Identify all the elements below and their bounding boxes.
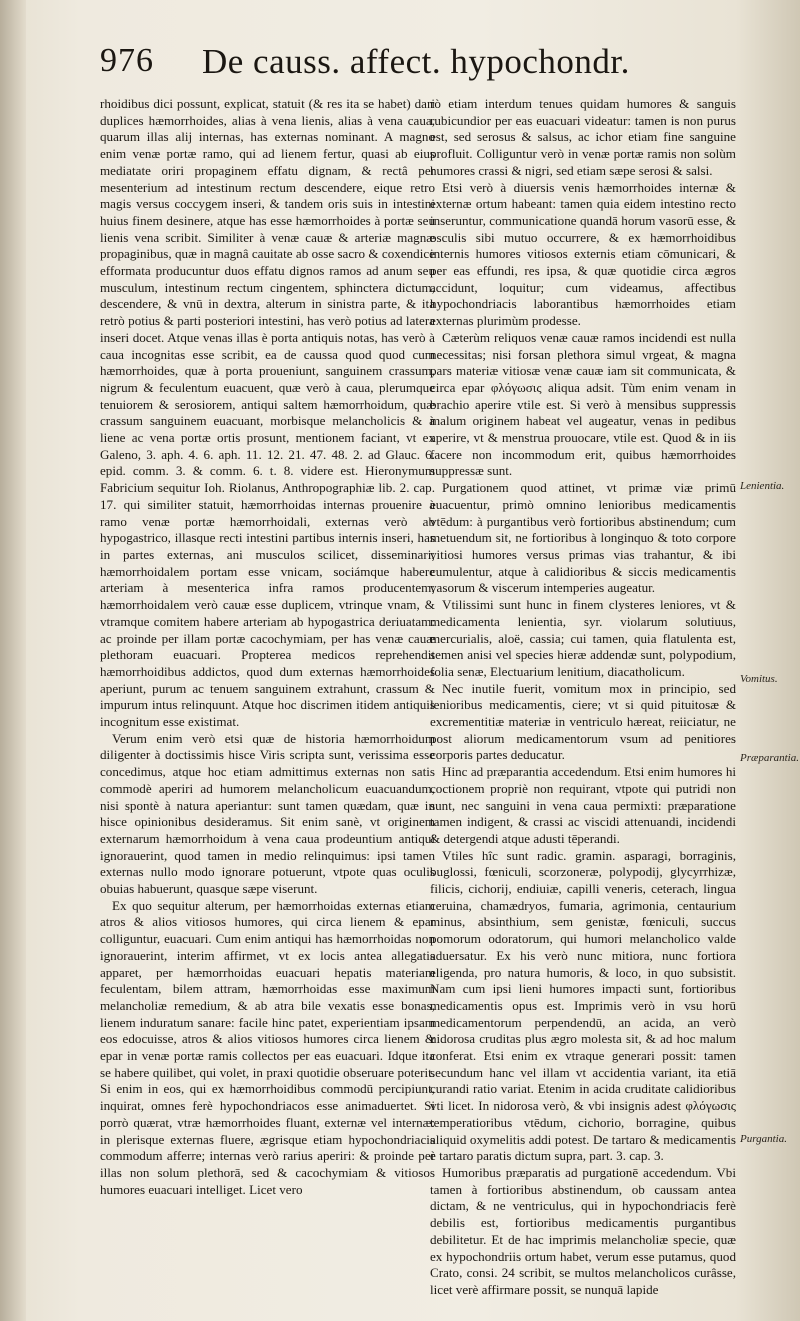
page-gutter-shadow [0, 0, 26, 1321]
right-paragraph-1: rò etiam interdum tenues quidam humores & sanguis rubicundior per eas euacuari videatur: tamen is non purus est, sed serosus & salsus, ac ichor etiam fine sanguine profluit. Colliguntur verò in venæ portæ ramis non solùm humores crassi & nigri, sed etiam sæpe serosi & salsi. [430, 96, 736, 178]
left-paragraph-2: Verum enim verò etsi quæ de historia hæmorrhoidum diligenter à doctissimis hisce Viris scripta sunt, verissima esse concedimus, atque hoc etiam admittimus externas non satis commodè aperiri ad humorem melancholicum euacuandum, nisi spontè à natura aperiantur: sunt tamen quædam, quæ in hisce opinionibus desideramus. Sit enim sanè, vt originem externarum hæmorrhoidum à vena caua prodeuntium antiqui ignorauerint, quod tamen in medio relinquimus: ipsi tamen externas nullo modo ignorare potuerunt, vtpote quas oculis obuias habuerunt, quasque sæpe viserunt. [100, 730, 435, 897]
left-text-column [100, 96, 435, 1311]
page-header [100, 42, 740, 86]
right-paragraph-4: Purgationem quod attinet, vt primæ viæ primū euacuentur, primò omnino lenioribus medicamentis vtēdum: à purgantibus verò fortioribus abstinendum; cum metuendum sit, ne fortioribus à longinquo & toto corpore vitiosi humores versus primas vias trahantur, & ibi cumulentur, atque à calidioribus & siccis medicamentis vasorum & viscerum intemperies augeatur. [430, 480, 736, 596]
left-paragraph-3: Ex quo sequitur alterum, per hæmorrhoidas externas etiam atros & alios vitiosos humores, qui circa lienem & epar colliguntur, euacuari. Cum enim antiqui has hæmorrhoidas non ignorauerint, interim affirmet, vt ex locis antea allegatis apparet, per hæmorrhoidas euacuari hepatis materiam feculentam, bilem attram, hæmorrhoidas esse maximum melancholiæ remedium, & ab atra bile vexatis esse bonas, lienem induratum sanare: facile hinc patet, experientiam ipsam eos edocuisse, atros & alios vitiosos humores circa lienem & epar in venæ portæ ramis collectos per eas euacuari. Idque ita se habere quilibet, qui volet, in praxi quotidie obseruare poterit. Si enim in eos, qui ex hæmorrhoidibus commodū percipiunt, inquirat, omnes ferè hypochondriacos esse animaduertet. Si porrò quærat, vtræ hæmorrhoides fluant, externæ vel internæ: in plerisque externas fluere, ægrisque etiam hypochondriacis commodum afferre; internas verò rarius aperiri: & proinde per illas non solum plethorā, sed & cacochymiam & vitiosos humores euacuari intelliget. Licet vero [100, 897, 435, 1197]
right-text-column [430, 96, 736, 1311]
right-paragraph-3: Cæterùm reliquos venæ cauæ ramos incidendi est nulla necessitas; nisi forsan plethora simul vrgeat, & magna pars materiæ vitiosæ venæ cauæ iam sit communicata, & circa epar φλόγωσις aliqua adsit. Tùm enim venam in brachio aperire vtile est. Si verò à mensibus suppressis malum originem habeat vel augeatur, venas in pedibus aperire, vt & menstrua prouocare, vtile est. Quod & in iis facere non incommodum erit, quibus hæmorrhoides suppressæ sunt. [430, 329, 736, 479]
margin-note-purgantia: Purgantia. [740, 1133, 787, 1145]
right-paragraph-7: Hinc ad præparantia accedendum. Etsi enim humores hi coctionem propriè non requirant, vtpote qui putridi non sunt, nec sanguini in vena caua permixti: præparatione tamen indigent, & crassi ac viscidi attenuandi, incidendi & detergendi atque adusti tēperandi. [430, 764, 736, 846]
margin-note-praeparantia: Præparantia. [740, 752, 799, 764]
running-title: De causs. affect. hypochondr. [202, 42, 630, 81]
margin-note-vomitus: Vomitus. [740, 673, 778, 685]
right-paragraph-6: Nec inutile fuerit, vomitum mox in principio, sed lenioribus medicamentis, ciere; vt si quid pituitosæ & excrementitiæ materiæ in ventriculo hæreat, reiiciatur, ne post aliorum medicamentorum vsum ad penitiores corporis partes deducatur. [430, 680, 736, 763]
right-paragraph-5: Vtilissimi sunt hunc in finem clysteres leniores, vt & medicamenta lenientia, syr. violarum solutiuus, mercurialis, aloë, cassia; cui tamen, quia flatulenta est, semen anisi vel species hieræ addendæ sunt, polypodium, folia senæ, Electuarium lenitium, diacatholicum. [430, 597, 736, 679]
right-paragraph-2: Etsi verò à diuersis venis hæmorrhoides internæ & externæ ortum habeant: tamen quia eidem intestino recto inseruntur, communicatione quandā horum vasorū esse, & osculis sibi mutuo occurrere, & ex hæmorrhoidibus internis humores vitiosos externis etiam cōmunicari, & per eas effundi, res ipsa, & quæ quotidie circa ægros accidunt, loquitur; cum videamus, affectibus hypochondriacis laborantibus hæmorrhoides etiam externas plurimùm prodesse. [430, 179, 736, 329]
page-number: 976 [100, 42, 154, 79]
left-paragraph-1: rhoidibus dici possunt, explicat, statuit (& res ita se habet) dari duplices hæmorrhoides, alias à vena lienis, alias à vena caua, quarum illas alij internas, has externas nominant. A magno enim venæ portæ ramo, qui ad lienem fertur, quasi ab eius mediatate oriri propaginem effatu dignam, & rectâ per mesenterium ad intestinum rectum descendere, eique retro magis versus coccygem inseri, & tandem oris suis in intestini huius finem desinere, atque has esse hæmorrhoides à portæ seu lienis vena scribit. Similiter à venæ cauæ & arteriæ magnæ propaginibus, quæ in magnâ cauitate ab osse sacro & coxendice efformata producuntur duos effatu dignos ramos ad anum seu musculum, intestinum rectum cingentem, sphinctera dictum, descendere, & vnū in dextra, alterum in sinistra parte, & ita retrò potius & parti posteriori intestini, has verò potius ad latera inseri docet. Atque venas illas è porta antiquis notas, has verò à caua incognitas esse scribit, ea de caussa quod quod cum hæmorrhoides, quæ à porta proueniunt, sanguinem crassum, nigrum & feculentum euacuent, quæ verò à caua, plerumque tenuiorem & serosiorem, antiqui saltem hæmorrhoidum, quæ crassum sanguinem euacuant, morbisque melancholicis & à liene ac vena portæ ortis prosunt, mentionem faciant, vt ex Galeno, 3. aph. 4. 6. aph. 11. 12. 21. 47. 48. 2. ad Glauc. 6. epid. comm. 3. & comm. 6. t. 8. videre est. Hieronymum Fabricium sequitur Ioh. Riolanus, Anthropographiæ lib. 2. cap. 17. qui similiter statuit, hæmorrhoidas internas prouenire à ramo venæ portæ hæmorrhoidali, externas verò ab hypogastrico, illasque recti intestini partibus internis inseri, has in partes externas, ani musculos scilicet, disseminari; hæmorrhoidalem portam esse vnicam, sociámque habere arteriam à mesenterica infra ramos producentem; hæmorrhoidalem verò cauæ esse duplicem, vtrinque vnam, & vtramque comitem habere arteriam ab hypogastrica deriuatam: ac proinde per illam portæ cacochymiam, per has venæ cauæ plethoram euacuari. Propterea medicos reprehendit hæmorrhoidibus addictos, quod dum externas hæmorrhoides aperiunt, purum ac tenuem sanguinem extrahunt, crassum & impurum intus relinquunt. Atque hoc discrimen itidem antiquis incognitum esse existimat. [100, 96, 435, 730]
right-paragraph-9: Humoribus præparatis ad purgationē accedendum. Vbi tamen à fortioribus abstinendum, ob caussam antea dictam, & ne ventriculus, qui in hypochondriacis ferè debilis est, fortioribus medicamentis purgantibus debilitetur. Et de hac imprimis melancholiæ specie, quæ ex hypochondriis ortum habet, verum esse putamus, quod Crato, consi. 24 scribit, se multos melancholicos curâsse, licet verè affirmare possit, se nunquā lapide [430, 1165, 736, 1297]
right-paragraph-8: Vtiles hîc sunt radic. gramin. asparagi, borraginis, buglossi, fœniculi, scorzoneræ, polypodij, glycyrrhizæ, filicis, cichorij, endiuiæ, capilli veneris, ceterach, lingua ceruina, chamædryos, fumaria, agrimonia, centaurium minus, absinthium, sem genistæ, fœniculi, succus pomorum odoratorum, qui humori melancholico valde aduersatur. Ex his verò nunc mitiora, nunc fortiora eligenda, pro natura humoris, & loco, in quo subsistit. Nam cum ipsi lieni humores impacti sunt, fortioribus medicamentis opus est. Imprimis verò in vsu horū medicamentorum perpendendū, an acida, an verò nidorosa cruditas plus ægro molesta sit, & ad hoc malum conferat. Etsi enim ex vtraque generari possit: tamen secundum hanc vel illam vt accidentia variant, ita etiā curandi ratio variat. Etenim in acida cruditate calidioribus vti licet. In nidorosa verò, & vbi insignis adest φλόγωσις temperatioribus vtēdum, cichorio, borragine, quibus aliquid oxymelitis addi potest. De tartaro & medicamentis è tartaro paratis dictum supra, part. 3. cap. 3. [430, 847, 736, 1164]
margin-note-lenientia: Lenientia. [740, 480, 785, 492]
